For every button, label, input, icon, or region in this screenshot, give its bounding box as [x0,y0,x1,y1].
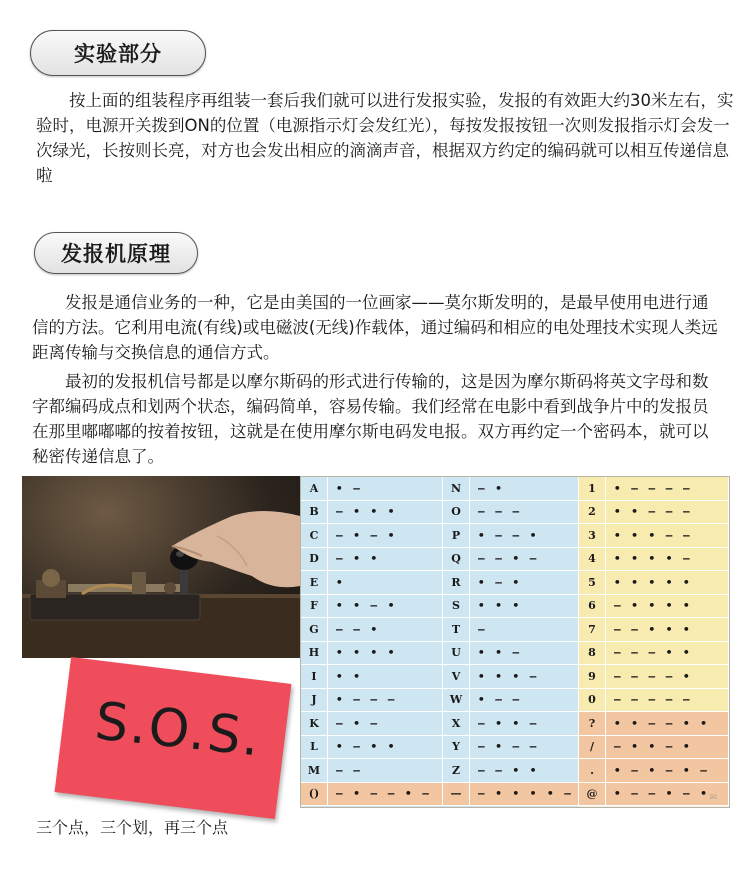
morse-code: • • • • [336,646,397,660]
morse-code: • • • — [478,669,539,683]
morse-row [579,595,729,619]
morse-character: ? [579,712,606,735]
morse-code: — • • — [478,716,539,730]
morse-code: • — — • [478,528,539,542]
morse-column-digits-symbols [579,477,729,807]
morse-character: D [301,548,328,571]
morse-character: B [301,501,328,524]
morse-row [301,477,443,501]
morse-column-letters-a-m [301,477,443,807]
morse-character: 3 [579,524,606,547]
morse-row [443,477,579,501]
morse-character: 0 [579,689,606,712]
morse-row [443,642,579,666]
morse-row [579,689,729,713]
morse-row [301,524,443,548]
morse-row [301,548,443,572]
morse-character: 7 [579,618,606,641]
morse-row [579,759,729,783]
morse-character: () [301,783,328,806]
morse-character: Z [443,759,470,782]
morse-row [301,595,443,619]
morse-character: J [301,689,328,712]
morse-code: • [336,575,345,589]
section-title-text: 发报机原理 [61,242,171,266]
morse-character: 5 [579,571,606,594]
morse-code: • • • [478,599,522,613]
morse-code: — • [478,481,504,495]
morse-character: O [443,501,470,524]
morse-code: — — — — • [614,669,692,683]
morse-code: • — — — — [614,481,692,495]
morse-row [301,618,443,642]
morse-code: — — [336,763,362,777]
morse-row [579,501,729,525]
morse-code: • — — [478,693,522,707]
morse-code: — — — • • [614,646,692,660]
morse-character: E [301,571,328,594]
morse-code: — • • • [336,505,397,519]
experiment-paragraph: 按上面的组装程序再组装一套后我们就可以进行发报实验，发报的有效距大约30米左右，实验时，电源开关拨到ON的位置（电源指示灯会发红光），每按发报按钮一次则发报指示灯会发一次绿光，长按则长亮，对方也会发出相应的滴滴声音，根据双方约定的编码就可以相互传递信息啦 [36,91,734,185]
morse-row [443,712,579,736]
morse-character: V [443,665,470,688]
morse-row [301,783,443,807]
morse-code: • • • • — [614,552,692,566]
morse-character: T [443,618,470,641]
morse-row [579,548,729,572]
morse-row [443,595,579,619]
morse-character: F [301,595,328,618]
morse-code: • • — [478,646,522,660]
morse-row [301,712,443,736]
morse-row [579,712,729,736]
morse-row [579,665,729,689]
principle-paragraph-1: 发报是通信业务的一种，它是由美国的一位画家——莫尔斯发明的，是最早使用电进行通信的方法。它利用电流(有线)或电磁波(无线)作载体，通过编码和相应的电处理技术实现人类远距离传输与交换信息的通信方式。 [32,293,718,362]
morse-row [579,477,729,501]
morse-row [443,524,579,548]
morse-row [301,642,443,666]
morse-row [443,689,579,713]
morse-code: — • • • • [614,599,692,613]
morse-character: 8 [579,642,606,665]
morse-code: • — — • — • [614,787,709,801]
watermark: ✉ [709,793,717,803]
morse-row [443,736,579,760]
morse-code: — — • [336,622,380,636]
morse-character: @ [579,783,606,806]
morse-code: • • — — — [614,505,692,519]
morse-character: 1 [579,477,606,500]
morse-row [579,571,729,595]
morse-row [301,736,443,760]
section-title-text: 实验部分 [74,42,162,66]
morse-character: 4 [579,548,606,571]
morse-character: / [579,736,606,759]
morse-character: Y [443,736,470,759]
morse-code: — [478,622,487,636]
morse-code: — — — [478,505,522,519]
morse-row [579,783,729,807]
morse-character: R [443,571,470,594]
morse-character: 2 [579,501,606,524]
morse-character: Q [443,548,470,571]
morse-row [443,618,579,642]
morse-character: L [301,736,328,759]
morse-row [579,642,729,666]
morse-row [443,571,579,595]
morse-code: • • • • • [614,575,692,589]
morse-row [579,618,729,642]
morse-character: M [301,759,328,782]
morse-character: G [301,618,328,641]
morse-row [301,501,443,525]
morse-character: 9 [579,665,606,688]
morse-code: • — • • [336,740,397,754]
morse-character: H [301,642,328,665]
morse-character: W [443,689,470,712]
morse-code: — — • • • [614,622,692,636]
morse-row [443,548,579,572]
morse-character: S [443,595,470,618]
morse-code: • • [336,669,362,683]
morse-character: P [443,524,470,547]
morse-row [301,759,443,783]
morse-character: 6 [579,595,606,618]
morse-row [301,665,443,689]
section-title-principle [34,232,198,274]
morse-character: I [301,665,328,688]
morse-code: — • — • [336,528,397,542]
morse-character: K [301,712,328,735]
morse-row [301,689,443,713]
morse-code: • — • — • — [614,763,709,777]
morse-row [443,665,579,689]
morse-code: • — [336,481,362,495]
telegraph-key-illustration [22,476,300,658]
morse-character: A [301,477,328,500]
morse-code-table [300,476,730,808]
morse-code: — • • • • — [478,787,573,801]
sos-caption: 三个点，三个划，再三个点 [36,818,229,837]
morse-code: — — — — — [614,693,692,707]
morse-character: . [579,759,606,782]
principle-paragraph-2: 最初的发报机信号都是以摩尔斯码的形式进行传输的，这是因为摩尔斯码将英文字母和数字都编码成点和划两个状态，编码简单，容易传输。我们经常在电影中看到战争片中的发报员在那里嘟嘟嘟的按着按钮，这就是在使用摩尔斯电码发电报。双方再约定一个密码本，就可以秘密传递信息了。 [32,372,709,466]
morse-character: N [443,477,470,500]
morse-code: • • • — — [614,528,692,542]
morse-code: — • • — • [614,740,692,754]
morse-row [443,783,579,807]
morse-character: — [443,783,470,806]
morse-row [579,736,729,760]
morse-code: — — • • [478,763,539,777]
morse-code: • — — — [336,693,397,707]
morse-code: — • — — [478,740,539,754]
morse-row [443,759,579,783]
morse-row [579,524,729,548]
sos-card-text: S.O.S. [92,691,265,769]
morse-character: U [443,642,470,665]
morse-column-letters-n-z [443,477,579,807]
morse-code: — • • [336,552,380,566]
morse-code: • • — • [336,599,397,613]
morse-code: — — • — [478,552,539,566]
morse-code: • — • [478,575,522,589]
morse-row [443,501,579,525]
morse-code: — • — [336,716,380,730]
morse-row [301,571,443,595]
telegraph-key-photo [22,476,300,658]
morse-character: X [443,712,470,735]
morse-code: — • — — • — [336,787,431,801]
morse-code: • • — — • • [614,716,709,730]
morse-character: C [301,524,328,547]
section-title-experiment [30,30,206,76]
